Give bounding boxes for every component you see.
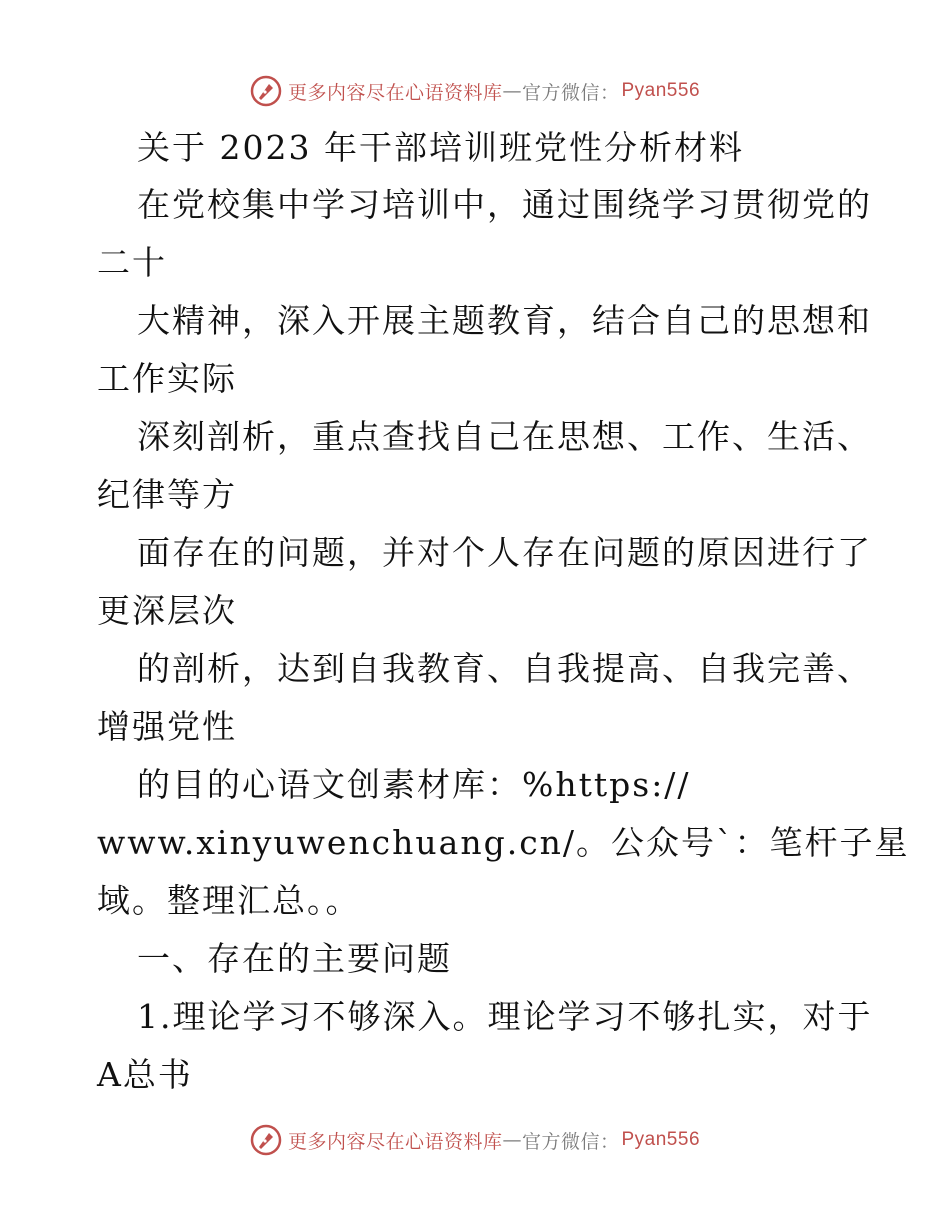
paragraph-line: 1.理论学习不够深入。理论学习不够扎实，对于 (137, 997, 873, 1036)
paragraph-line: 工作实际 (97, 359, 237, 398)
banner-account: Pyan556 (621, 80, 701, 101)
banner-dash: — (502, 80, 522, 102)
paragraph-line: www.xinyuwenchuang.cn/。公众号`：笔杆子星 (97, 823, 910, 862)
document-title: 关于 2023 年干部培训班党性分析材料 (137, 128, 744, 167)
banner-account: Pyan556 (621, 1129, 701, 1150)
paragraph-line: 域。整理汇总。。 (97, 881, 361, 920)
paragraph-line: 更深层次 (97, 591, 237, 630)
banner-dash: — (502, 1129, 522, 1151)
pen-nib-icon (250, 1124, 282, 1156)
paragraph-line: 的剖析，达到自我教育、自我提高、自我完善、 (137, 649, 872, 688)
paragraph-line: 深刻剖析，重点查找自己在思想、工作、生活、 (137, 417, 872, 456)
paragraph-line: 增强党性 (97, 707, 237, 746)
banner-main-text: 更多内容尽在心语资料库 (287, 1130, 503, 1153)
paragraph-line: 面存在的问题，并对个人存在问题的原因进行了 (137, 533, 872, 572)
paragraph-line: A总书 (97, 1055, 193, 1094)
paragraph-line: 纪律等方 (97, 475, 237, 514)
paragraph-line: 在党校集中学习培训中，通过围绕学习贯彻党的 (137, 185, 872, 224)
banner-wechat-label: 官方微信： (521, 1130, 620, 1153)
paragraph-line: 大精神，深入开展主题教育，结合自己的思想和 (137, 301, 872, 340)
paragraph-line: 二十 (97, 243, 167, 282)
footer-watermark-banner (0, 1120, 950, 1160)
banner-wechat-label: 官方微信： (521, 81, 620, 104)
section-heading: 一、存在的主要问题 (137, 939, 452, 978)
banner-main-text: 更多内容尽在心语资料库 (287, 81, 503, 104)
paragraph-line: 的目的心语文创素材库：%https:// (137, 765, 691, 804)
